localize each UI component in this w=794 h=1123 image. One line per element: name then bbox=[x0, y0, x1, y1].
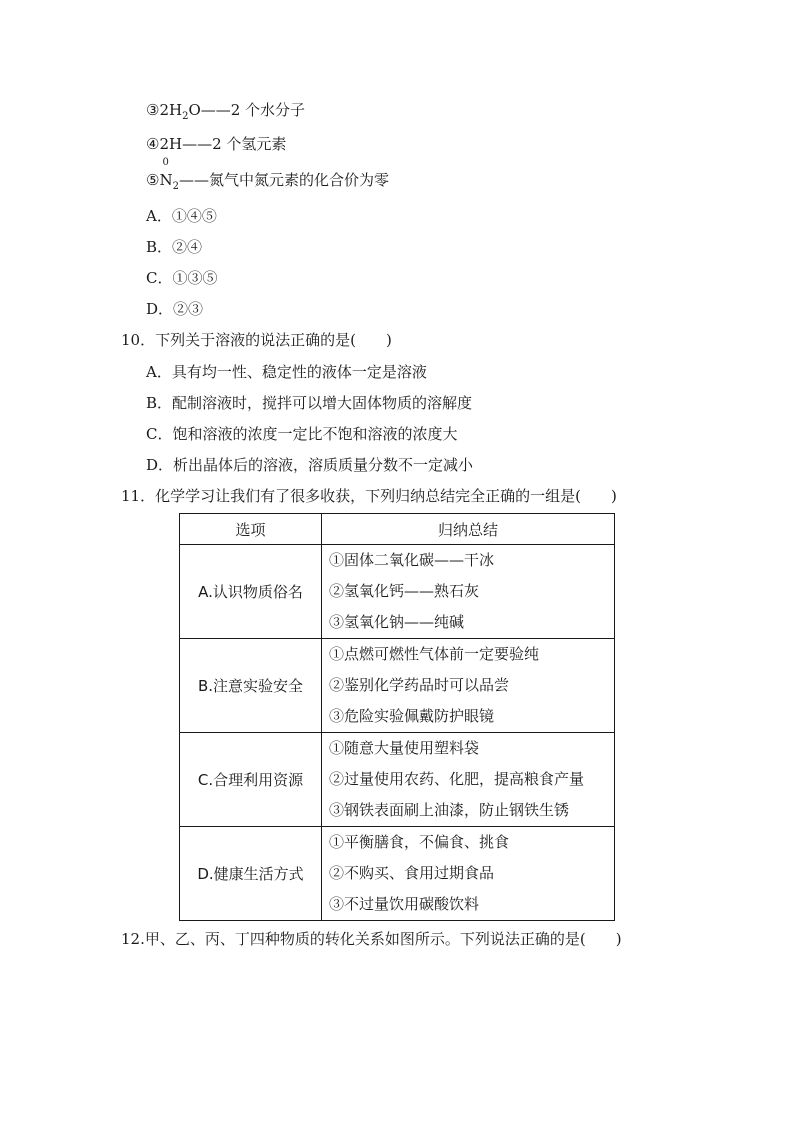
q10-option-c: C．饱和溶液的浓度一定比不饱和溶液的浓度大 bbox=[146, 425, 458, 443]
table-row bbox=[180, 639, 615, 733]
q10-option-b: B．配制溶液时，搅拌可以增大固体物质的溶解度 bbox=[146, 394, 473, 412]
q9-option-c: C．①③⑤ bbox=[146, 269, 218, 287]
q9-item-3: $③2H_2O——2$ 个水分子 bbox=[146, 101, 306, 122]
q11-stem: 11．化学学习让我们有了很多收获，下列归纳总结完全正确的一组是( ) bbox=[121, 487, 617, 505]
row-items bbox=[322, 545, 615, 639]
q12-stem: 12.甲、乙、丙、丁四种物质的转化关系如图所示。下列说法正确的是( ) bbox=[121, 930, 622, 948]
list-item: ①点燃可燃性气体前一定要验纯 bbox=[329, 645, 540, 663]
list-item: ③危险实验佩戴防护眼镜 bbox=[329, 707, 495, 725]
list-item: ①固体二氧化碳——干冰 bbox=[329, 551, 495, 569]
list-item: ①平衡膳食，不偏食、挑食 bbox=[329, 833, 510, 851]
header-option: 选项 bbox=[180, 514, 322, 545]
q10-stem: 10．下列关于溶液的说法正确的是( ) bbox=[121, 331, 392, 349]
header-summary: 归纳总结 bbox=[322, 514, 615, 545]
list-item: ①随意大量使用塑料袋 bbox=[329, 739, 480, 757]
q9-item-5: ⑤ 0 $N_2——$氮气中氮元素的化合价为零 bbox=[146, 157, 389, 192]
q9-option-d: D．②③ bbox=[146, 300, 204, 318]
row-items bbox=[322, 827, 615, 921]
row-category: A.认识物质俗名 bbox=[180, 545, 322, 639]
list-item: ③钢铁表面刷上油漆，防止钢铁生锈 bbox=[329, 801, 570, 819]
summary-table bbox=[179, 513, 615, 921]
row-items bbox=[322, 733, 615, 827]
list-item: ②氢氧化钙——熟石灰 bbox=[329, 582, 480, 600]
list-item: ②过量使用农药、化肥，提高粮食产量 bbox=[329, 770, 585, 788]
q10-option-a: A．具有均一性、稳定性的液体一定是溶液 bbox=[146, 363, 427, 381]
q10-option-d: D．析出晶体后的溶液，溶质质量分数不一定减小 bbox=[146, 456, 474, 474]
row-category: B.注意实验安全 bbox=[180, 639, 322, 733]
list-item: ③氢氧化钠——纯碱 bbox=[329, 613, 465, 631]
row-category: D.健康生活方式 bbox=[180, 827, 322, 921]
list-item: ②不购买、食用过期食品 bbox=[329, 864, 495, 882]
table-row bbox=[180, 827, 615, 921]
table-row bbox=[180, 733, 615, 827]
row-items bbox=[322, 639, 615, 733]
list-item: ③不过量饮用碳酸饮料 bbox=[329, 895, 480, 913]
q9-option-a: A．①④⑤ bbox=[146, 207, 217, 225]
row-category: C.合理利用资源 bbox=[180, 733, 322, 827]
list-item: ②鉴别化学药品时可以品尝 bbox=[329, 676, 510, 694]
q9-item-4: ④2H——2 个氢元素 bbox=[146, 135, 287, 153]
q9-option-b: B．②④ bbox=[146, 238, 203, 256]
table-header-row bbox=[180, 514, 615, 545]
table-row bbox=[180, 545, 615, 639]
